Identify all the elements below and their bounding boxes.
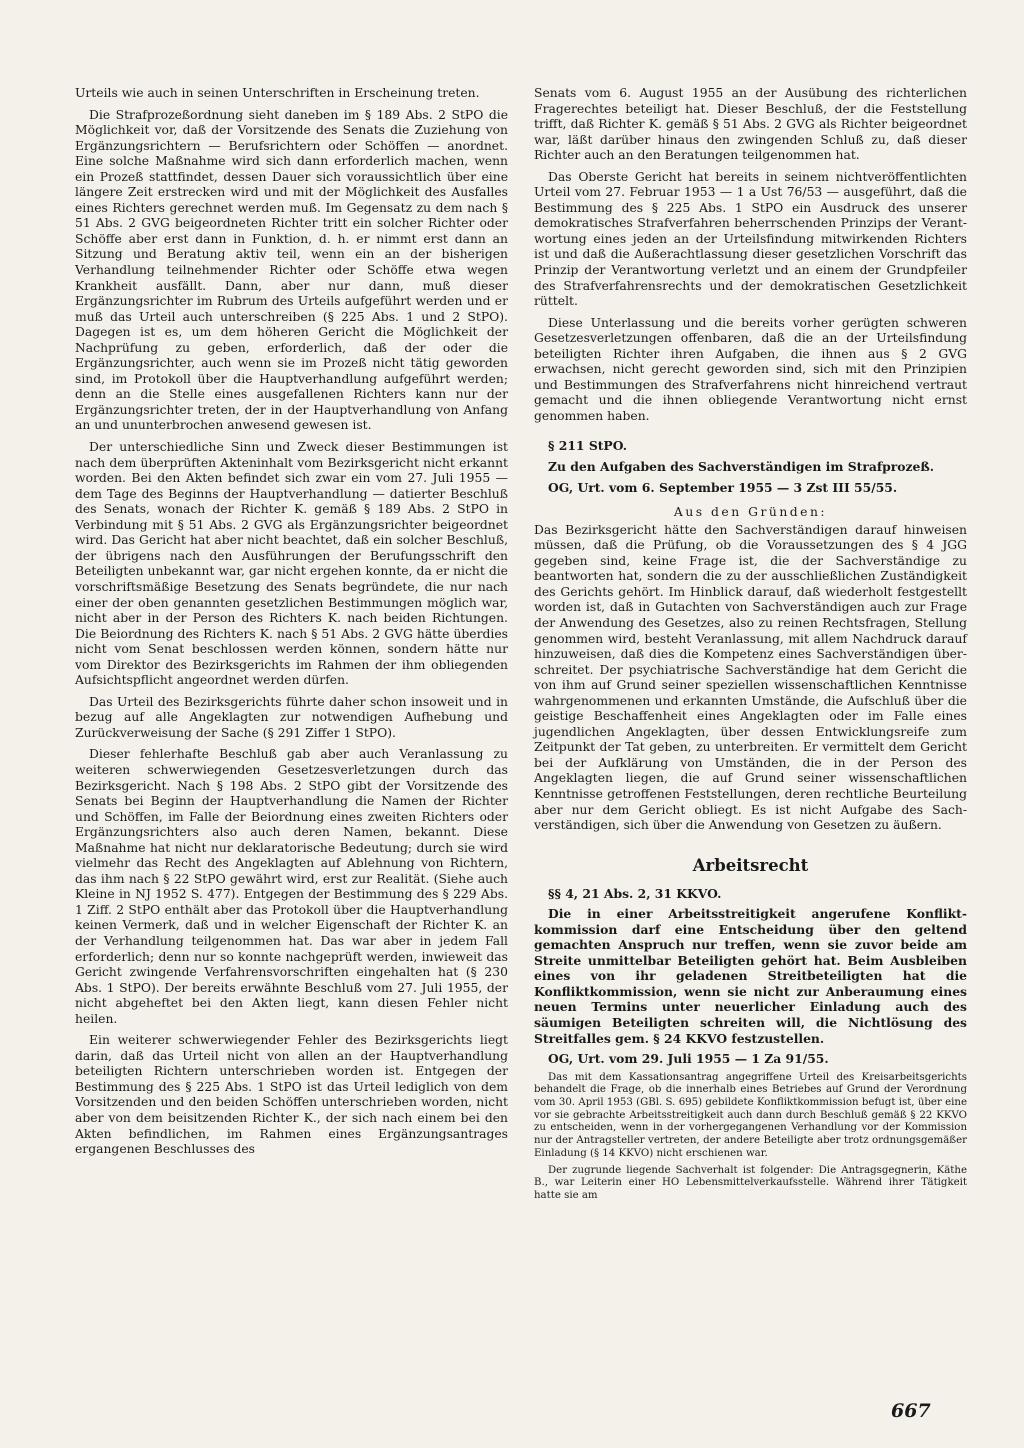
paragraph: Ein weiterer schwerwiegender Fehler des Bezirksgerichts liegt darin, daß das Urteil nicht von allen an der Hauptverhandlung beteiligten Richtern unterschrieben worden ist. Entgegen der Bestimmung des § 225 Abs. 1 StPO ist das Urteil lediglich von dem Vorsitzenden und den beiden Schöffen unterschrieben worden, nicht aber von dem beisitzenden Richter K., der sich nach einem bei den Akten befindlichen, im Rahmen eines Ergänzungsantrages ergangenen Beschlusses des xyxy=(75,1033,508,1157)
case-headnote: Zu den Aufgaben des Sachverständigen im Strafprozeß. xyxy=(548,459,935,475)
paragraph: Senats vom 6. August 1955 an der Ausübung des richterlichen Fragerechtes beteiligt hat. Dieser Beschluß, der die Feststellung trifft, daß Richter K. gemäß § 51 Abs. 2 GVG als Richter beigeordnet war, läßt darüber hinaus den zwingenden Schluß zu, daß dieser Richter auch an den Beratungen teilgenommen hat. xyxy=(534,86,967,163)
paragraph: Der unterschiedliche Sinn und Zweck dieser Bestimmungen ist nach dem überprüften Akteninhalt vom Bezirksgericht nicht erkannt worden. Bei den Akten befindet sich zwar ein vom 27. Juli 1955 — dem Tage des Beginns der Hauptverhandlung — datierter Beschluß des Senats, wonach der Richter K. gemäß § 189 Abs. 2 StPO in Verbindung mit § 51 Abs. 2 GVG als Ergänzungsrichter beigeordnet wird. Das Gericht hat aber nicht beachtet, daß ein solcher Beschluß, der übrigens nach den Ausführungen der Berufungsschrift den Beteiligten unbekannt war, gar nicht ergehen konnte, da er nicht die vorschriftsmäßige Besetzung des Senats begründete, die nur nach einer der oben genannten gesetzlichen Bestimmungen möglich war, nicht aber in der Person des Richters K. nach beiden Richtungen. Die Beiordnung des Richters K. nach § 51 Abs. 2 GVG hätte überdies nicht vom Senat beschlossen werden können, sondern hätte nur vom Direktor des Bezirksgerichts im Rahmen der ihm obliegenden Aufsichtspflicht angeordnet werden dürfen. xyxy=(75,440,508,688)
paragraph: Dieser fehlerhafte Beschluß gab aber auch Veranlassung zu weiteren schwerwiegenden Gesetzesverletzungen durch das Bezirksgericht. Nach § 198 Abs. 2 StPO gibt der Vorsitzende des Senats bei Beginn der Hauptverhandlung die Namen der Richter und Schöffen, im Falle der Beiordnung eines zweiten Richters oder Ergänzungsrichters also auch deren Namen, bekannt. Diese Maßnahme hat nicht nur deklaratorische Bedeutung; durch sie wird vielmehr das Recht des Angeklagten auf Ablehnung von Richtern, das ihm nach § 22 StPO gewährt wird, erst zur Realität. (Siehe auch Kleine in NJ 1952 S. 477). Entgegen der Bestimmung des § 229 Abs. 1 Ziff. 2 StPO enthält aber das Protokoll über die Hauptverhandlung keinen Vermerk, daß und in welcher Eigenschaft der Richter K. an der Verhandlung teilgenommen hat. Das war aber in jedem Fall erforderlich; denn nur so konnte nachgeprüft werden, inwieweit das Gericht zwingende Verfahrensvorschriften eingehalten hat (§ 230 Abs. 1 StPO). Der bereits erwähnte Beschluß vom 27. Juli 1955, der nicht abgeheftet bei den Akten liegt, kann diesen Fehler nicht heilen. xyxy=(75,747,508,1026)
paragraph: Diese Unterlassung und die bereits vorher gerügten schweren Gesetzesverletzungen offenbaren, daß die an der Urteilsfindung beteiligten Richter ihren Aufgaben, die ihnen aus § 2 GVG erwachsen, nicht gerecht geworden sind, sich mit den Prinzipien und Bestimmungen des Strafverfahrens nicht hinreichend vertraut gemacht und die ihnen obliegende Verantwortung nicht ernst genommen haben. xyxy=(534,315,967,423)
case-citation: OG, Urt. vom 29. Juli 1955 — 1 Za 91/55. xyxy=(548,1051,829,1067)
section-title: Arbeitsrecht xyxy=(692,855,809,875)
left-column xyxy=(75,86,508,1164)
case-text-small: Der zugrunde liegende Sachverhalt ist folgender: Die Antragsgegnerin, Käthe B., war Leiterin einer HO Lebensmittelverkaufsstelle. Während ihrer Tätigkeit hatte sie am xyxy=(534,1164,967,1201)
case-text: Das Bezirksgericht hätte den Sachverständigen darauf hinweisen müssen, daß die Prüfung, ob die Voraussetzungen des § 4 JGG gegeben sind, keine Frage ist, die der Sachverständige zu beantworten hat, sondern die zu der ausschließlichen Zuständigkeit des Gerichts gehört. Im Hinblick darauf, daß wiederholt festgestellt worden ist, daß in Gutachten von Sachverständigen auch zur Frage der Anwendung des Gesetzes, also zu reinen Rechtsfragen, Stellung genommen wird, besteht Veranlassung, mit allem Nachdruck darauf hinzuweisen, daß dies die Kompetenz eines Sachverständigen überschreitet. Der psychiatrische Sachverständige hat dem Gericht die von ihm auf Grund seiner speziellen wissenschaftlichen Kenntnisse wahrgenommenen und erkannten Umstände, die Aufschluß über die geistige Beschaffenheit eines Angeklagten oder im Falle eines jugendlichen Angeklagten, über dessen Entwicklungsreife zum Zeitpunkt der Tat geben, zu unterbreiten. Er vermittelt dem Gericht bei der Aufklärung von Umständen, die in der Person des Angeklagten liegen, die auf Grund seiner wissenschaftlichen Kenntnisse getroffenen Feststellungen, deren rechtliche Beurteilung aber nur dem Gericht obliegt. Es ist nicht Aufgabe des Sachverständigen, sich über die Anwendung von Gesetzen zu äußern. xyxy=(534,522,967,833)
case-section-reference: §§ 4, 21 Abs. 2, 31 KKVO. xyxy=(548,885,722,901)
paragraph: Die Strafprozeßordnung sieht daneben im § 189 Abs. 2 StPO die Möglichkeit vor, daß der Vorsitzende des Senats die Zuziehung von Ergänzungsrichtern — Berufsrichtern oder Schöffen — anordnet. Eine solche Maßnahme wird sich dann erforderlich machen, wenn ein Prozeß stattfindet, dessen Dauer sich voraussichtlich über eine längere Zeit erstrecken wird und mit der Möglichkeit des Ausfalles eines Richters gerechnet werden muß. Im Gegensatz zu dem nach § 51 Abs. 2 GVG beigeordneten Richter tritt ein solcher Richter oder Schöffe aber erst dann in Funktion, d. h. er nimmt erst dann an Sitzung und Beratung aktiv teil, wenn ein an der bisherigen Verhandlung teilnehmender Richter oder Schöffe etwa wegen Krankheit ausfällt. Dann, aber nur dann, muß dieser Ergänzungsrichter im Rubrum des Urteils aufgeführt werden und er muß das Urteil auch unterschreiben (§ 225 Abs. 1 und 2 StPO). Dagegen ist es, um dem höheren Gericht die Möglichkeit der Nachprüfung zu geben, erforderlich, daß der oder die Ergänzungsrichter, auch wenn sie im Prozeß nicht tätig geworden sind, im Protokoll über die Hauptverhandlung aufgeführt werden; denn an die Stelle eines ausgefallenen Richters kann nur der Ergänzungsrichter treten, der in der Hauptverhandlung von Anfang an und ununterbrochen anwesend gewesen ist. xyxy=(75,107,508,433)
grounds-title: Aus den Gründen: xyxy=(673,505,828,520)
right-column xyxy=(534,86,967,1207)
case-text-small: Das mit dem Kassationsantrag angegriffene Urteil des Kreisarbeitsgerichts behandelt die Frage, ob die innerhalb eines Betriebes auf Grund der Verordnung vom 30. April 1953 (GBl. S. 695) gebildete Konfliktkommission befugt ist, über eine vor sie gebrachte Arbeitsstreitigkeit auch dann durch Beschluß gemäß § 22 KKVO zu entscheiden, wenn in der vorhergegangenen Verhandlung vor der Kommission nur der Antragsteller vertreten, der andere Beteiligte aber trotz ordnungsgemäßer Einladung (§ 14 KKVO) nicht erschienen war. xyxy=(534,1071,967,1159)
case-section-reference: § 211 StPO. xyxy=(548,438,628,454)
paragraph: Das Oberste Gericht hat bereits in seinem nichtveröffentlichten Urteil vom 27. Februar 1953 — 1 a Ust 76/53 — ausgeführt, daß die Bestimmung des § 225 Abs. 1 StPO ein Ausdruck des unserer demokratisches Strafverfahren beherrschenden Prinzips der Verantwortung eines jeden an der Urteilsfindung mitwirkenden Richters ist und daß die Außerachtlassung dieser gesetzlichen Vorschrift das Prinzip der Verantwortung verletzt und an einem der Grundpfeiler des Strafverfahrensrechts und der demokratischen Gesetzlichkeit rüttelt. xyxy=(534,169,967,309)
case-headnote: Die in einer Arbeitsstreitigkeit angerufene Konfliktkommission darf eine Entscheidung über den geltend gemachten Anspruch nur treffen, wenn sie zuvor beide am Streite unmittelbar Beteiligten gehört hat. Beim Ausbleiben eines von ihr geladenen Streitbeteiligten hat die Konfliktkommission, wenn sie nicht zur Anberaumung eines neuen Termins unter neuerlicher Einladung auch des säumigen Beteiligten schreiten will, die Nichtlösung des Streitfalles gem. § 24 KKVO festzustellen. xyxy=(534,906,967,1046)
case-citation: OG, Urt. vom 6. September 1955 — 3 Zst III 55/55. xyxy=(548,479,898,495)
paragraph: Urteils wie auch in seinen Unterschriften in Erscheinung treten. xyxy=(75,86,480,100)
paragraph: Das Urteil des Bezirksgerichts führte daher schon insoweit und in bezug auf alle Angeklagten zur notwendigen Aufhebung und Zurückverweisung der Sache (§ 291 Ziffer 1 StPO). xyxy=(75,694,508,740)
page-number: 667 xyxy=(891,1400,931,1422)
